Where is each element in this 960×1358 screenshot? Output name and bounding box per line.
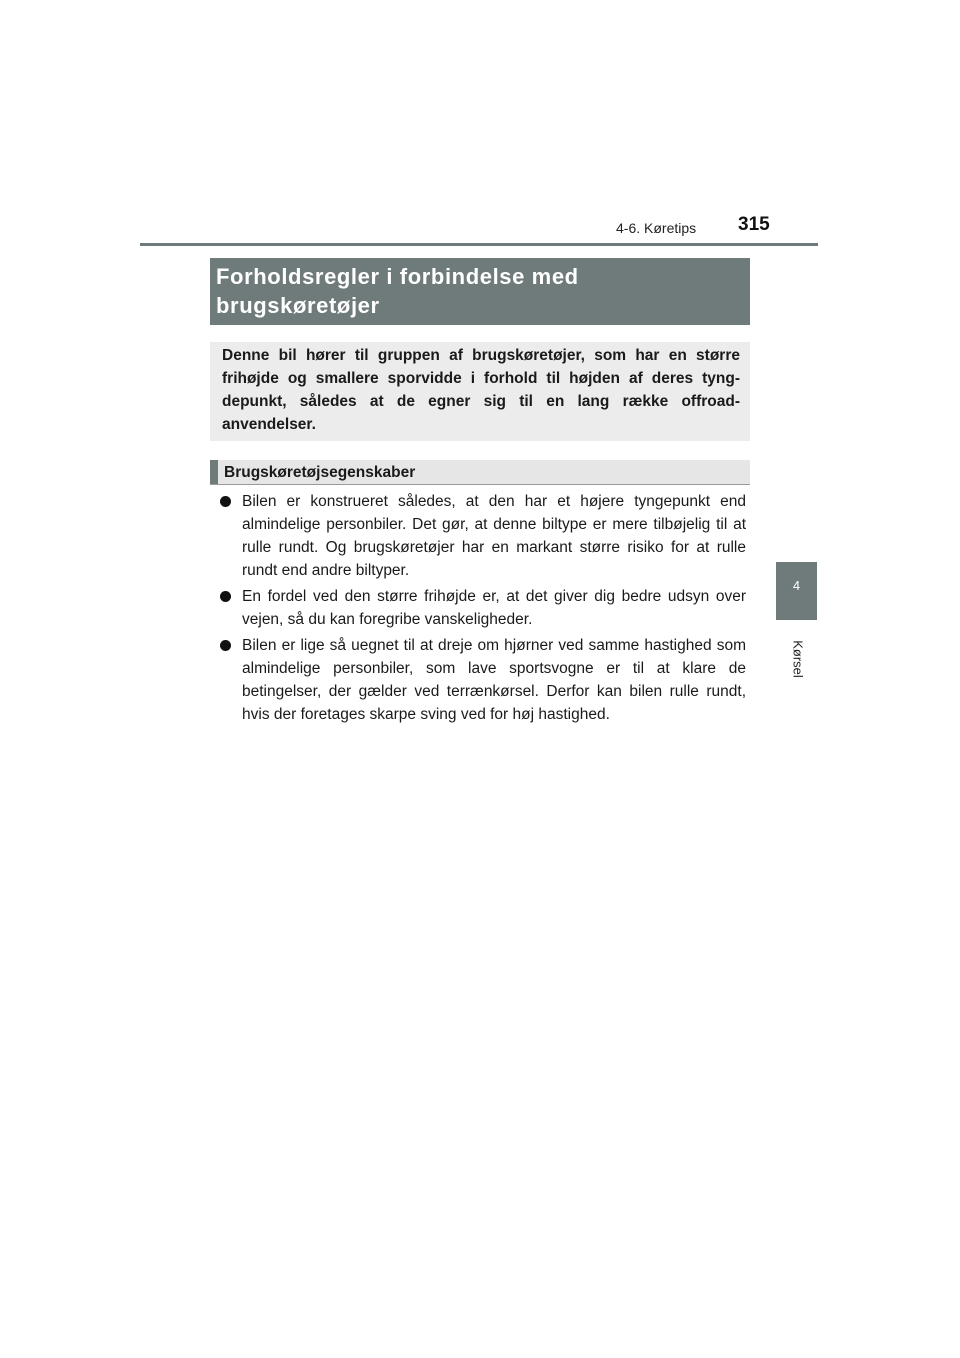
intro-text: Denne bil hører til gruppen af brugskøretøjer, som har en større frihøjde og smallere sporvidde i forhold til højden af deres tyng-depunkt, således at de egner sig til en lang række offroad-anvendelser.: [222, 347, 740, 433]
page-title-box: [210, 258, 750, 325]
list-item-text: Bilen er lige så uegnet til at dreje om hjørner ved samme hastighed som almindelige personbiler, som lave sportsvogne er til at klare de betingelser, der gælder ved terrænkørsel. Derfor kan bilen rulle rundt, hvis der foretages skarpe sving ved for høj hastighed.: [242, 637, 746, 723]
list-item: [220, 634, 746, 726]
subheading-bar: [210, 460, 750, 484]
chapter-number: 4: [792, 578, 801, 593]
bullet-icon: [220, 496, 231, 507]
list-item-text: Bilen er konstrueret således, at den har et højere tyngepunkt end almindelige personbiler. Det gør, at denne biltype er mere tilbøjelig til at rulle rundt. Og brugskøretøjer har en markant større risiko for at rulle rundt end andre biltyper.: [242, 493, 746, 579]
header-divider: [140, 243, 818, 246]
page-title-line-1: Forholdsregler i forbindelse med: [216, 264, 579, 289]
list-item: [220, 585, 746, 631]
chapter-label: Kørsel: [790, 640, 806, 678]
list-item-text: En fordel ved den større frihøjde er, at det giver dig bedre udsyn over vejen, så du kan foregribe vanskeligheder.: [242, 588, 746, 628]
bullet-icon: [220, 591, 231, 602]
subheading-divider: [210, 484, 750, 485]
bullet-list: [220, 490, 746, 729]
intro-box: [210, 342, 750, 441]
list-item: [220, 490, 746, 582]
chapter-label-container: [788, 629, 808, 689]
section-breadcrumb: 4-6. Køretips: [616, 220, 697, 236]
page-title-line-2: brugskøretøjer: [216, 293, 380, 318]
bullet-icon: [220, 640, 231, 651]
subheading: Brugskøretøjsegenskaber: [224, 464, 416, 481]
page-number: 315: [738, 214, 770, 235]
